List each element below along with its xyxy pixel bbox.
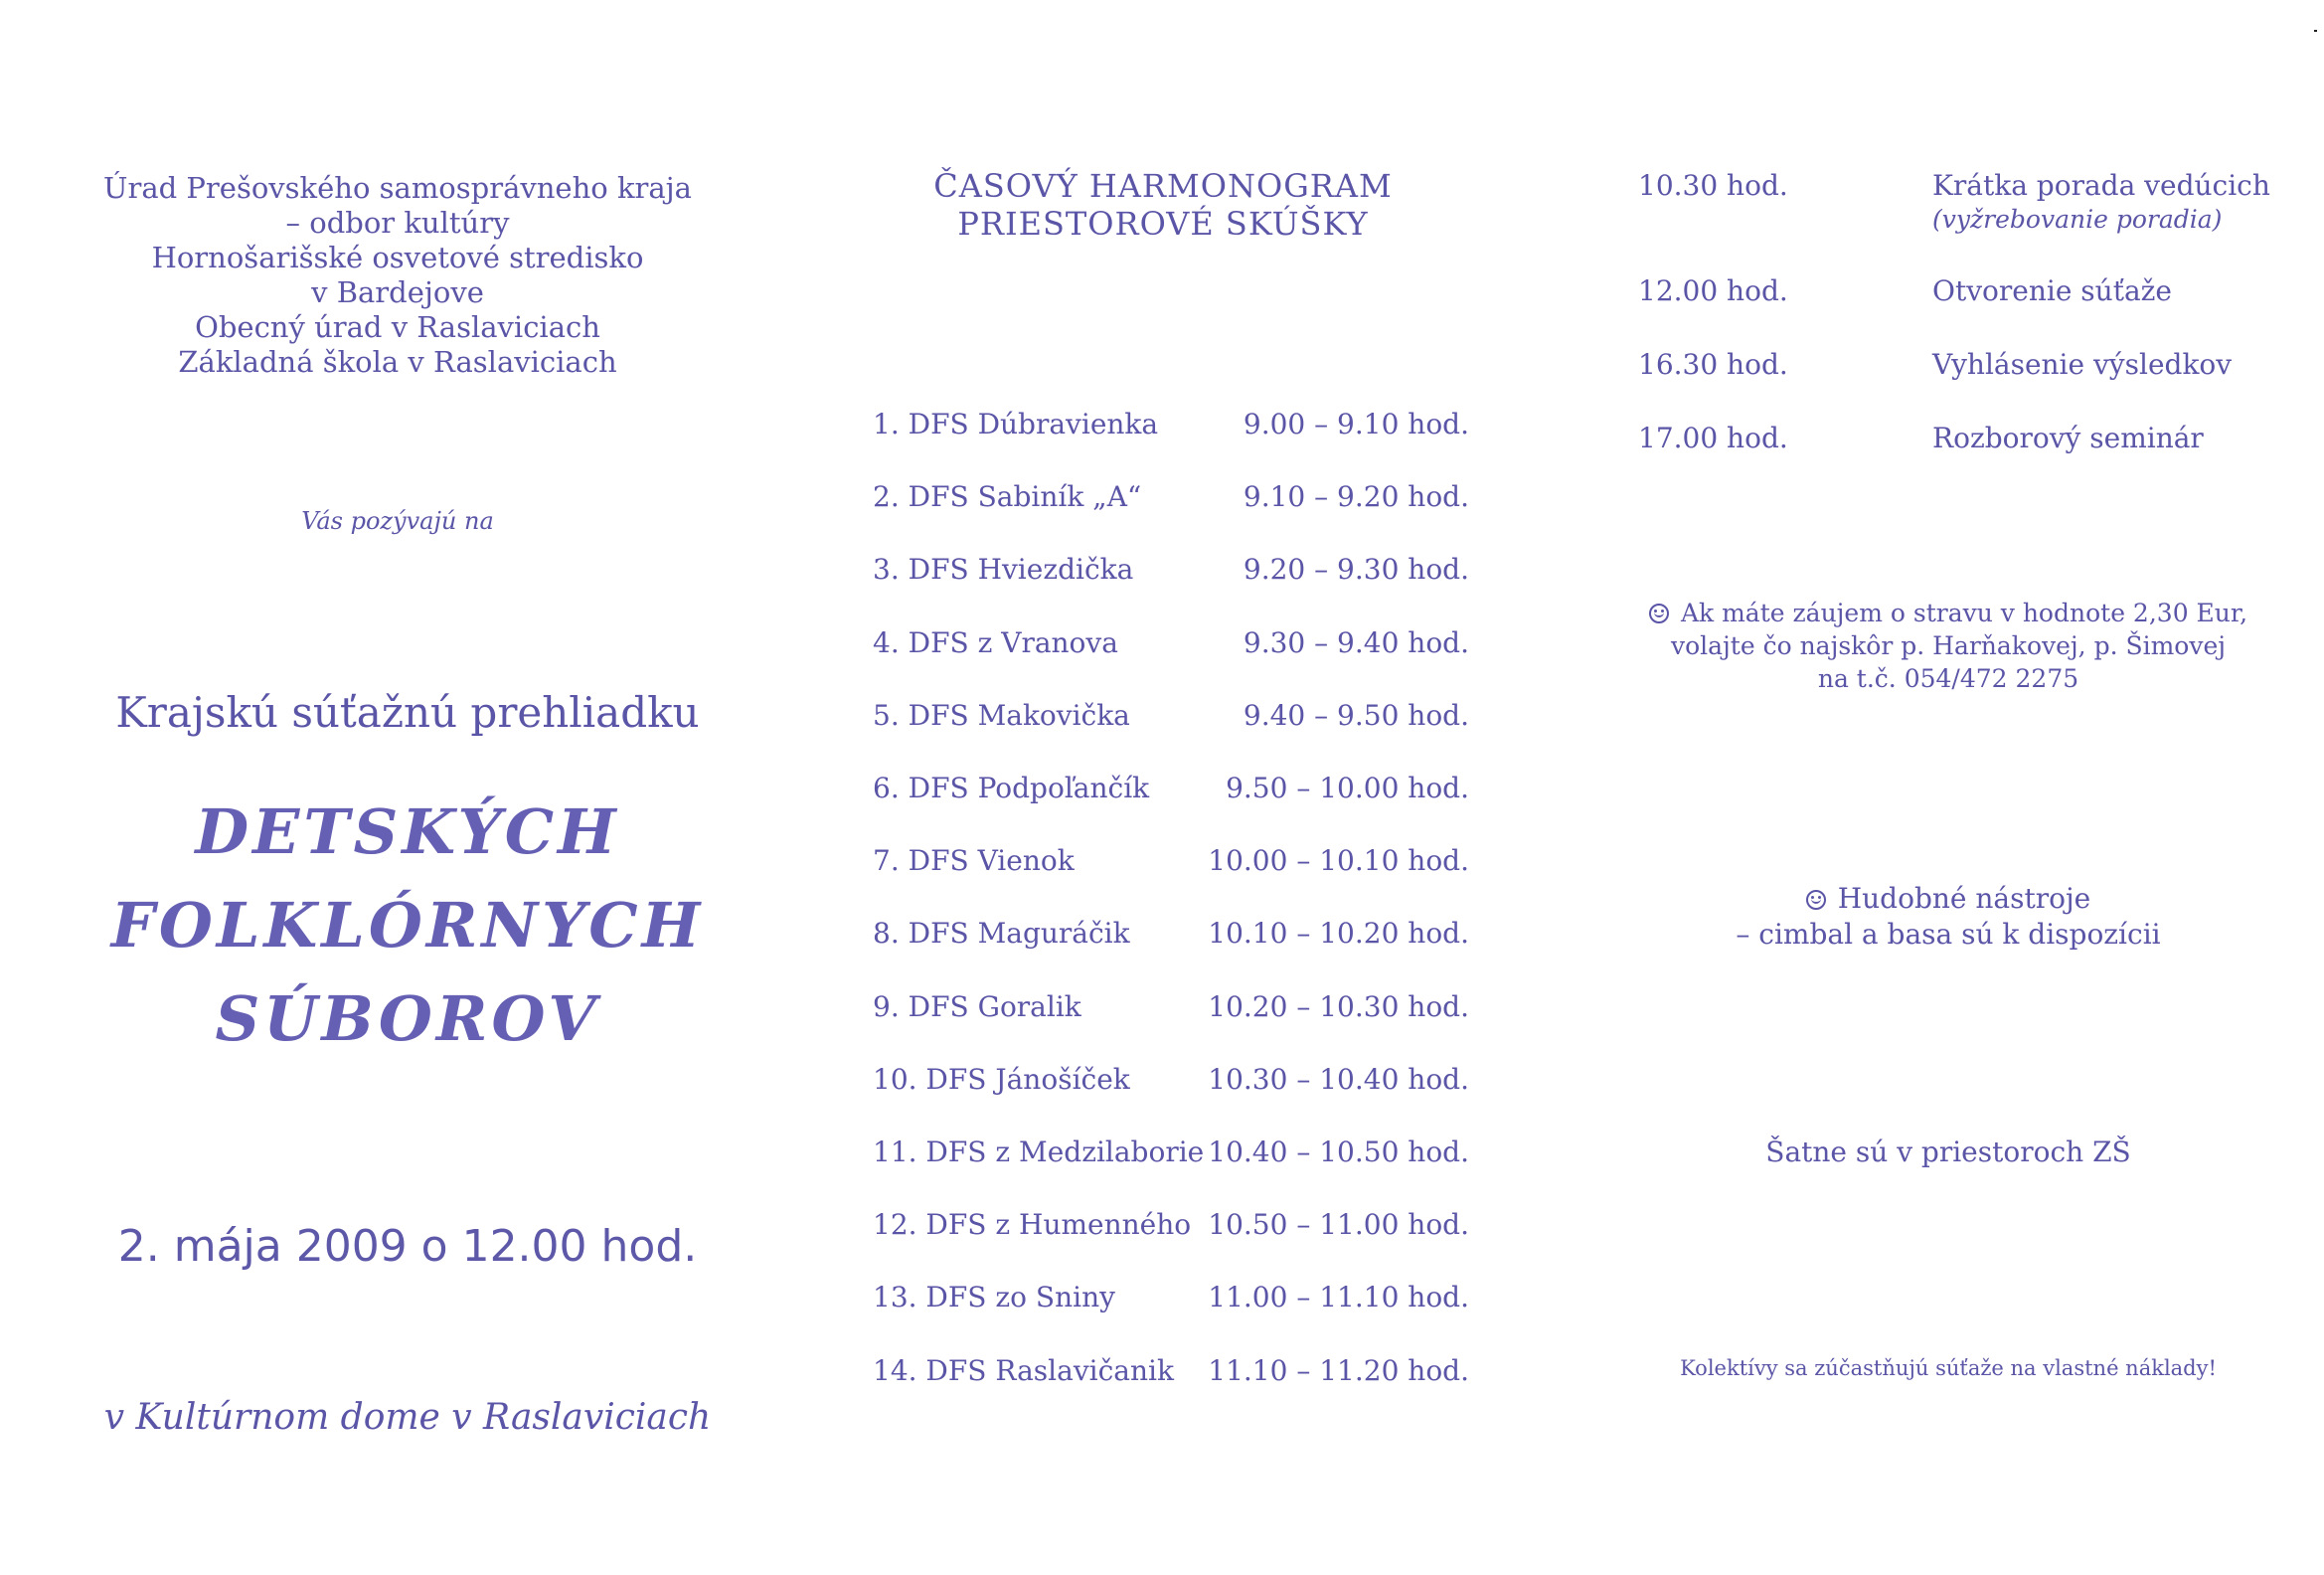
event-title-line: FOLKLÓRNYCH <box>110 889 705 962</box>
schedule-ensemble: 6. DFS Podpoľančík <box>873 772 1150 804</box>
schedule-time: 9.30 – 9.40 hod. <box>1243 626 1469 659</box>
schedule-row <box>873 990 1469 1030</box>
organizer-line: – odbor kultúry <box>285 206 510 240</box>
program-time: 10.30 hod. <box>1638 169 1788 202</box>
schedule-time: 9.00 – 9.10 hod. <box>1243 408 1469 440</box>
food-note-line: Ak máte záujem o stravu v hodnote 2,30 Eur, <box>1680 599 2248 627</box>
schedule-ensemble: 14. DFS Raslavičanik <box>873 1354 1174 1387</box>
program-event: Rozborový seminár <box>1932 422 2204 454</box>
schedule-title-line: ČASOVÝ HARMONOGRAM <box>933 167 1393 205</box>
schedule-row <box>873 1354 1469 1394</box>
schedule-row <box>873 1136 1469 1175</box>
program-time: 16.30 hod. <box>1638 348 1788 381</box>
event-title <box>60 786 755 1066</box>
event-subtitle: Krajskú súťažnú prehliadku <box>115 688 700 737</box>
schedule-ensemble: 3. DFS Hviezdička <box>873 553 1134 586</box>
schedule-time: 10.40 – 10.50 hod. <box>1208 1136 1469 1168</box>
schedule-row <box>873 553 1469 593</box>
smiley-icon <box>1806 890 1826 910</box>
food-note-line: volajte čo najskôr p. Harňakovej, p. Šimovej <box>1670 631 2227 660</box>
organizer-line: v Bardejove <box>311 275 484 309</box>
schedule-time: 9.50 – 10.00 hod. <box>1226 772 1469 804</box>
schedule-ensemble: 4. DFS z Vranova <box>873 626 1118 659</box>
schedule-row <box>873 917 1469 957</box>
schedule-time: 10.00 – 10.10 hod. <box>1208 844 1469 877</box>
organizer-line: Hornošarišské osvetové stredisko <box>151 241 644 274</box>
event-title-line: SÚBOROV <box>215 982 600 1055</box>
instruments-note-line: Hudobné nástroje <box>1837 882 2091 915</box>
event-date: 2. mája 2009 o 12.00 hod. <box>117 1221 698 1272</box>
instruments-note-line: – cimbal a basa sú k dispozícii <box>1736 918 2161 951</box>
smiley-icon <box>1649 604 1669 623</box>
schedule-ensemble: 5. DFS Makovička <box>873 699 1130 732</box>
program-row <box>1638 348 2254 388</box>
program-time: 17.00 hod. <box>1638 422 1788 454</box>
schedule-time: 10.50 – 11.00 hod. <box>1208 1208 1469 1241</box>
organizer-line: Základná škola v Raslaviciach <box>178 345 617 379</box>
schedule-row <box>873 1281 1469 1320</box>
program-row <box>1638 274 2254 314</box>
schedule-row <box>873 699 1469 739</box>
organizer-line: Úrad Prešovského samosprávneho kraja <box>103 171 692 205</box>
schedule-row <box>873 1063 1469 1103</box>
schedule-time: 10.20 – 10.30 hod. <box>1208 990 1469 1023</box>
schedule-ensemble: 10. DFS Jánošíček <box>873 1063 1130 1096</box>
schedule-ensemble: 9. DFS Goralik <box>873 990 1081 1023</box>
schedule-time: 9.40 – 9.50 hod. <box>1243 699 1469 732</box>
event-title-line: DETSKÝCH <box>195 795 620 868</box>
program-row <box>1638 169 2270 209</box>
program-event: Vyhlásenie výsledkov <box>1932 348 2233 381</box>
schedule-row <box>873 480 1469 520</box>
organizer-line: Obecný úrad v Raslaviciach <box>195 310 600 344</box>
schedule-row <box>873 1208 1469 1248</box>
schedule-ensemble: 11. DFS z Medzilaborie <box>873 1136 1205 1168</box>
food-note-line: na t.č. 054/472 2275 <box>1817 664 2079 693</box>
schedule-ensemble: 13. DFS zo Sniny <box>873 1281 1115 1313</box>
event-venue: v Kultúrnom dome v Raslaviciach <box>103 1397 712 1438</box>
instruments-note <box>1630 881 2266 953</box>
schedule-ensemble: 8. DFS Maguráčik <box>873 917 1130 950</box>
program-event: Krátka porada vedúcich <box>1932 169 2270 202</box>
schedule-time: 11.00 – 11.10 hod. <box>1208 1281 1469 1313</box>
schedule-row <box>873 408 1469 447</box>
schedule-time: 9.10 – 9.20 hod. <box>1243 480 1469 513</box>
schedule-ensemble: 1. DFS Dúbravienka <box>873 408 1159 440</box>
schedule-ensemble: 12. DFS z Humenného <box>873 1208 1192 1241</box>
program-time: 12.00 hod. <box>1638 274 1788 307</box>
schedule-row <box>873 626 1469 666</box>
costs-note: Kolektívy sa zúčastňujú súťaže na vlastné náklady! <box>1680 1356 2217 1380</box>
schedule-time: 10.10 – 10.20 hod. <box>1208 917 1469 950</box>
schedule-ensemble: 2. DFS Sabiník „A“ <box>873 480 1142 513</box>
program-event: Otvorenie súťaže <box>1932 274 2172 307</box>
organizers-block <box>80 171 716 380</box>
schedule-time: 11.10 – 11.20 hod. <box>1208 1354 1469 1387</box>
schedule-time: 9.20 – 9.30 hod. <box>1243 553 1469 586</box>
schedule-row <box>873 844 1469 884</box>
invite-text: Vás pozývajú na <box>301 507 494 535</box>
schedule-ensemble: 7. DFS Vienok <box>873 844 1075 877</box>
schedule-time: 10.30 – 10.40 hod. <box>1208 1063 1469 1096</box>
program-row-note: (vyžrebovanie poradia) <box>1932 205 2223 234</box>
corner-mark <box>2314 30 2317 32</box>
wardrobe-note: Šatne sú v priestoroch ZŠ <box>1765 1136 2131 1168</box>
program-row <box>1638 422 2254 461</box>
schedule-row <box>873 772 1469 811</box>
schedule-title-line: PRIESTOROVÉ SKÚŠKY <box>957 205 1369 243</box>
schedule-title <box>895 167 1431 243</box>
food-note <box>1630 597 2266 695</box>
